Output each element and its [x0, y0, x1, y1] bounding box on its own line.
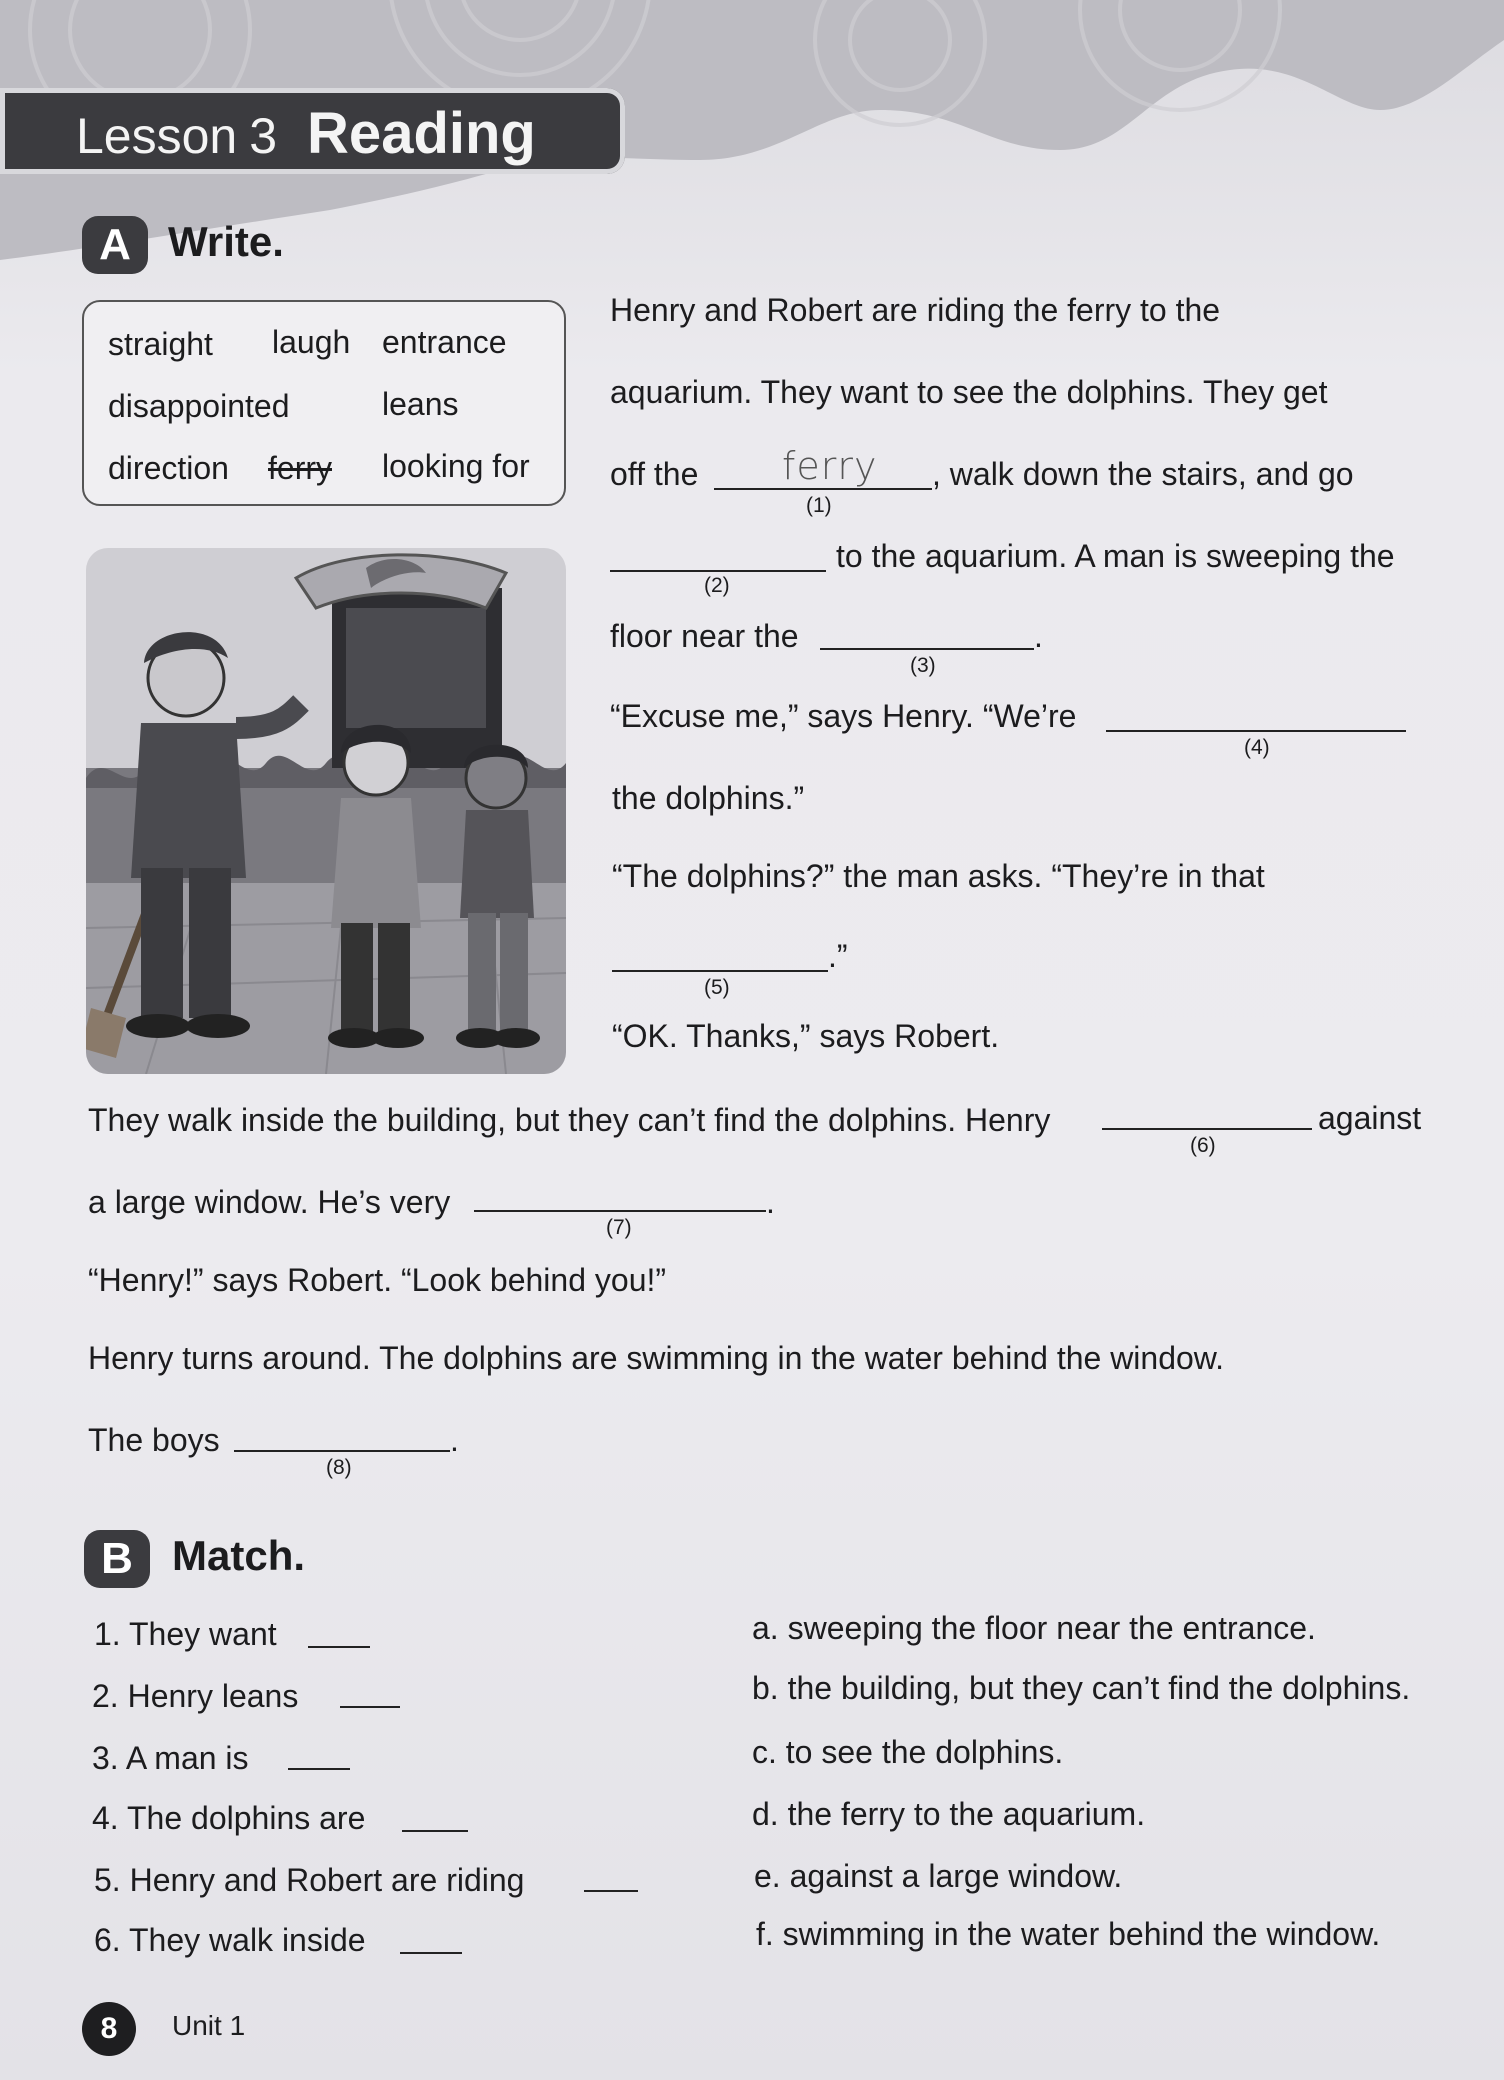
section-b-badge: B: [84, 1530, 150, 1588]
passage-line: a large window. He’s very: [88, 1184, 451, 1220]
word-bank-item: looking for: [382, 448, 530, 484]
word-bank-item: straight: [108, 326, 213, 362]
match-blank-1[interactable]: [308, 1646, 370, 1648]
passage-line: against: [1318, 1100, 1422, 1136]
aquarium-illustration: [86, 548, 566, 1074]
section-b-title: Match.: [172, 1532, 306, 1579]
passage-line: the dolphins.”: [612, 780, 805, 816]
lesson-title: Reading: [307, 101, 536, 166]
handwritten-answer-1: ferry: [782, 444, 878, 488]
blank-number: (7): [606, 1216, 632, 1239]
blank-7[interactable]: [474, 1210, 766, 1212]
passage-line: “Henry!” says Robert. “Look behind you!”: [88, 1262, 667, 1298]
blank-number: (3): [910, 654, 936, 677]
blank-number: (6): [1190, 1134, 1216, 1157]
lesson-label: Lesson: [76, 108, 238, 164]
passage-line: off the: [610, 456, 699, 492]
match-right-item: a. sweeping the floor near the entrance.: [752, 1610, 1316, 1646]
blank-1[interactable]: [714, 488, 932, 490]
match-blank-5[interactable]: [584, 1890, 638, 1892]
passage-line: Henry and Robert are riding the ferry to the: [610, 292, 1221, 328]
blank-number: (8): [326, 1456, 352, 1479]
word-bank-item: leans: [382, 386, 459, 422]
passage-line: to the aquarium. A man is sweeping the: [836, 538, 1395, 574]
unit-label: Unit 1: [172, 2010, 246, 2041]
passage-line: They walk inside the building, but they can’t find the dolphins. Henry: [88, 1102, 1051, 1138]
passage-line: .”: [828, 938, 848, 974]
match-left-item: 1. They want: [94, 1616, 277, 1652]
passage-line: “Excuse me,” says Henry. “We’re: [610, 698, 1077, 734]
word-bank-item: entrance: [382, 324, 507, 360]
passage-line: The boys: [88, 1422, 220, 1458]
passage-line: floor near the: [610, 618, 799, 654]
match-right-item: c. to see the dolphins.: [752, 1734, 1064, 1770]
match-left-item: 2. Henry leans: [92, 1678, 299, 1714]
blank-number: (5): [704, 976, 730, 999]
word-bank-item-used: ferry: [268, 450, 332, 486]
match-left-item: 3. A man is: [92, 1740, 249, 1776]
blank-number: (2): [704, 574, 730, 597]
passage-line: Henry turns around. The dolphins are swimming in the water behind the window.: [88, 1340, 1225, 1376]
match-blank-4[interactable]: [402, 1830, 468, 1832]
blank-6[interactable]: [1102, 1128, 1312, 1130]
lesson-header: [76, 100, 536, 167]
match-left-item: 4. The dolphins are: [92, 1800, 366, 1836]
blank-number: (4): [1244, 736, 1270, 759]
match-left-item: 6. They walk inside: [94, 1922, 366, 1958]
match-blank-2[interactable]: [340, 1706, 400, 1708]
section-a-title: Write.: [168, 218, 284, 265]
passage-line: “The dolphins?” the man asks. “They’re in that: [612, 858, 1265, 894]
match-left-item: 5. Henry and Robert are riding: [94, 1862, 525, 1898]
blank-4[interactable]: [1106, 730, 1406, 732]
passage-line: .: [766, 1184, 775, 1220]
passage-line: .: [1034, 618, 1043, 654]
word-bank-item: laugh: [272, 324, 351, 360]
word-bank-item: direction: [108, 450, 229, 486]
blank-2[interactable]: [610, 570, 826, 572]
match-right-item: b. the building, but they can’t find the dolphins.: [752, 1670, 1411, 1706]
page-number: 8: [82, 2002, 136, 2056]
match-blank-6[interactable]: [400, 1952, 462, 1954]
match-right-item: f. swimming in the water behind the window.: [756, 1916, 1381, 1952]
passage-line: aquarium. They want to see the dolphins. They get: [610, 374, 1328, 410]
blank-number: (1): [806, 494, 832, 517]
lesson-number: 3: [249, 108, 278, 164]
passage-line: .: [450, 1422, 459, 1458]
match-blank-3[interactable]: [288, 1768, 350, 1770]
blank-8[interactable]: [234, 1450, 450, 1452]
match-right-item: d. the ferry to the aquarium.: [752, 1796, 1146, 1832]
match-right-item: e. against a large window.: [754, 1858, 1123, 1894]
passage-line: , walk down the stairs, and go: [932, 456, 1354, 492]
section-a-badge: A: [82, 216, 148, 274]
blank-3[interactable]: [820, 648, 1034, 650]
word-bank-item: disappointed: [108, 388, 290, 424]
passage-line: “OK. Thanks,” says Robert.: [612, 1018, 1000, 1054]
blank-5[interactable]: [612, 970, 828, 972]
